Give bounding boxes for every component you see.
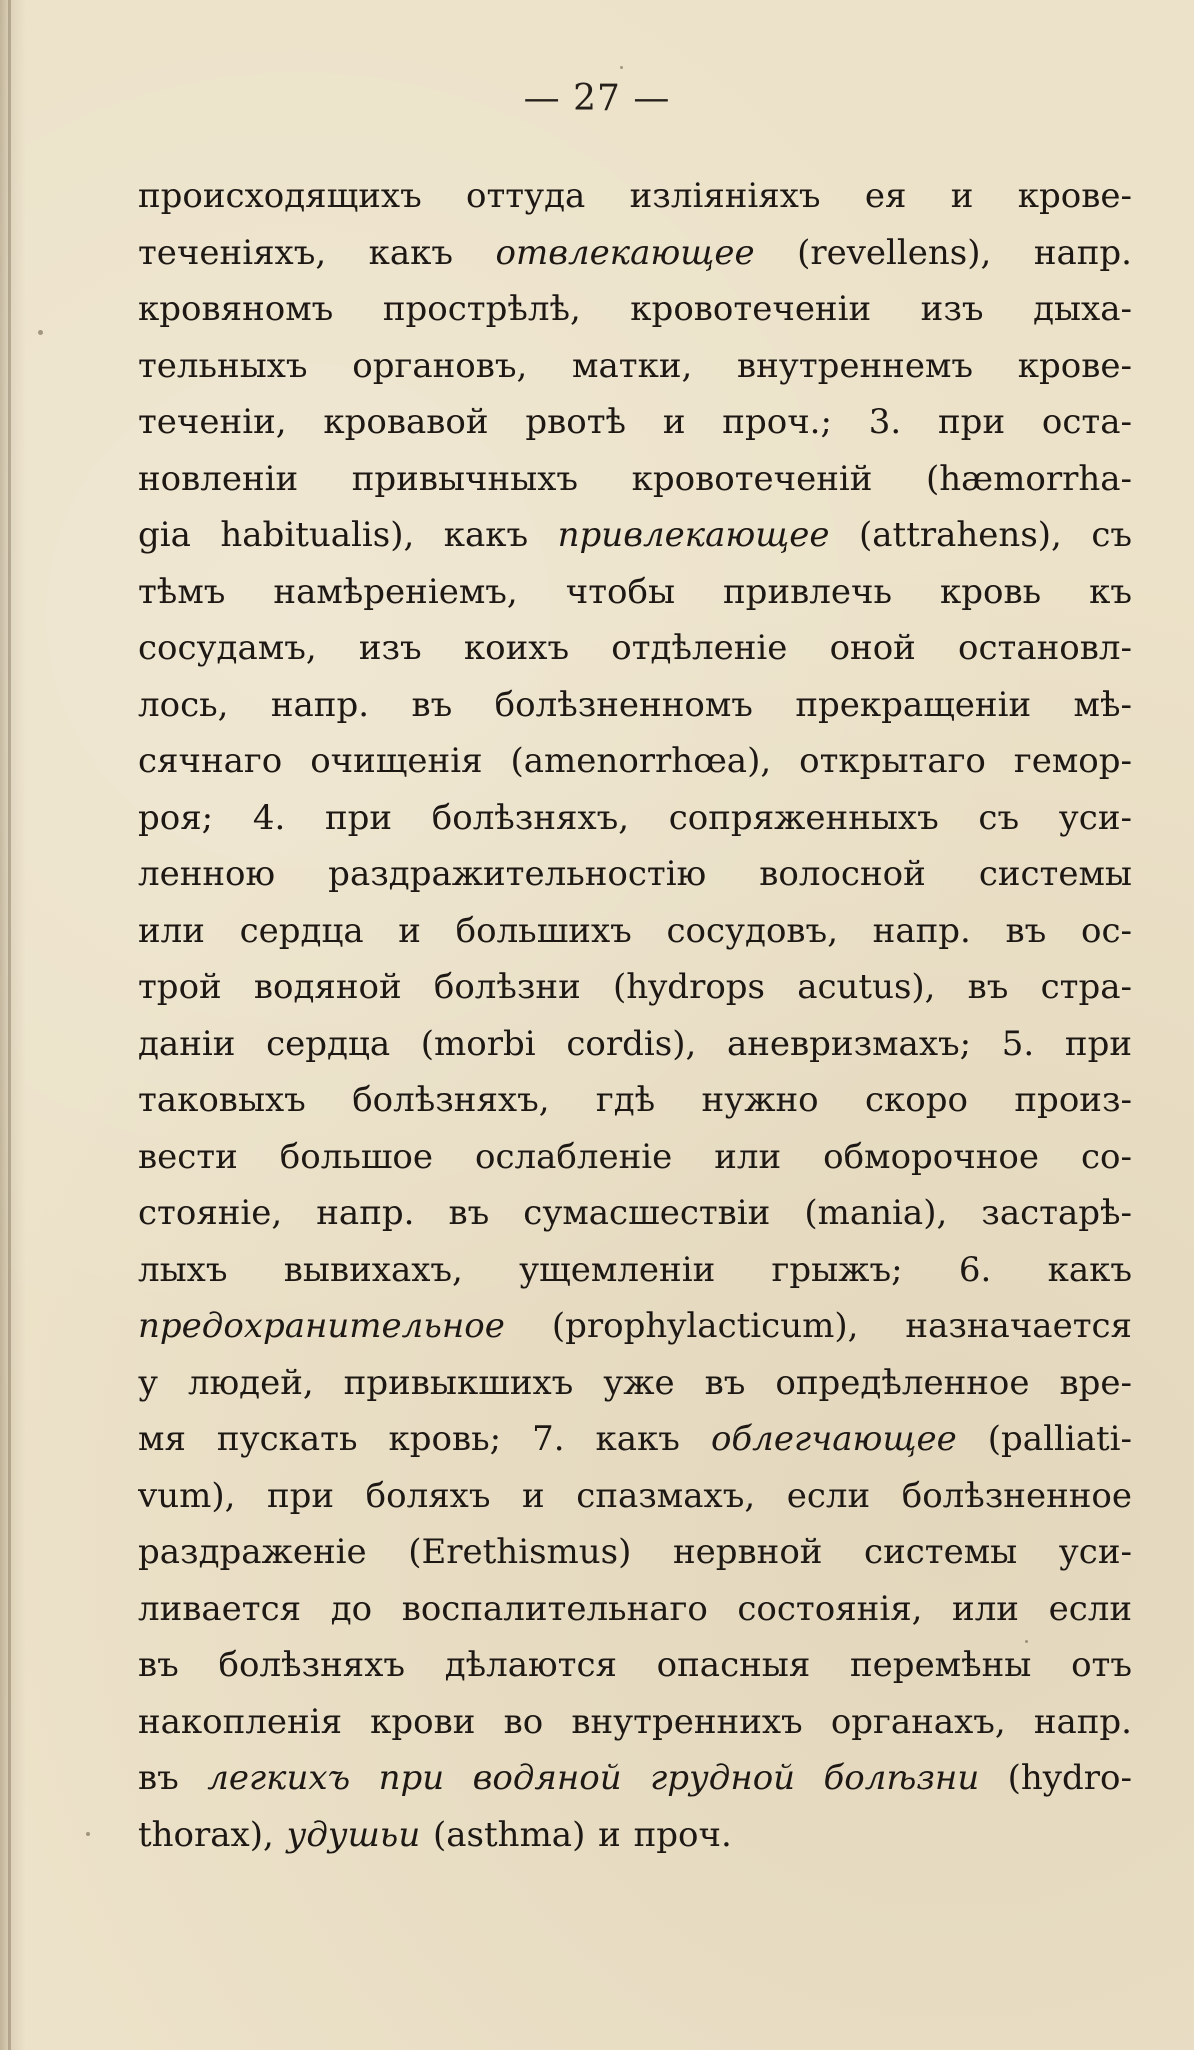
text-run: кровяномъ прострѣлѣ, кровотеченіи изъ дыха- bbox=[138, 289, 1132, 329]
text-run: (prophylacticum), назначается bbox=[504, 1306, 1132, 1346]
text-run: раздраженіе (Erethismus) нервной системы уси- bbox=[138, 1532, 1132, 1572]
text-line bbox=[138, 1750, 1132, 1807]
text-run: происходящихъ оттуда изліяніяхъ ея и крове- bbox=[138, 176, 1132, 216]
text-run: thorax), bbox=[138, 1814, 287, 1855]
text-line bbox=[138, 846, 1132, 903]
text-run: (revellens), напр. bbox=[754, 232, 1132, 273]
text-line bbox=[138, 1129, 1132, 1186]
text-line bbox=[138, 1637, 1132, 1694]
paper-speck bbox=[610, 1560, 614, 1564]
text-run: (palliati- bbox=[956, 1419, 1132, 1459]
text-run: ливается до воспалительнаго состоянія, или если bbox=[138, 1588, 1132, 1629]
text-line bbox=[138, 1524, 1132, 1581]
text-run: ленною раздражительностію волосной системы bbox=[138, 854, 1132, 894]
paper-speck bbox=[86, 1832, 90, 1836]
text-run: въ болѣзняхъ дѣлаются опасныя перемѣны отъ bbox=[138, 1645, 1132, 1685]
text-line bbox=[138, 1581, 1132, 1638]
text-run: въ bbox=[138, 1758, 208, 1798]
text-line bbox=[138, 281, 1132, 338]
text-run: стояніе, напр. въ сумасшествіи (mania), застарѣ- bbox=[138, 1193, 1132, 1233]
paper-speck bbox=[1025, 1640, 1028, 1643]
text-run: сосудамъ, изъ коихъ отдѣленіе оной остановл- bbox=[138, 628, 1132, 668]
text-line bbox=[138, 338, 1132, 395]
text-line bbox=[138, 1016, 1132, 1073]
text-line bbox=[138, 1411, 1132, 1468]
text-run: gia habitualis), какъ bbox=[138, 515, 558, 555]
text-line bbox=[138, 620, 1132, 677]
text-line bbox=[138, 1807, 1132, 1864]
text-line bbox=[138, 903, 1132, 960]
text-line bbox=[138, 1185, 1132, 1242]
text-run: лыхъ вывихахъ, ущемленіи грыжъ; 6. какъ bbox=[138, 1249, 1132, 1290]
text-line bbox=[138, 394, 1132, 451]
text-line bbox=[138, 225, 1132, 282]
paper-speck bbox=[38, 330, 43, 335]
text-run: у людей, привыкшихъ уже въ опредѣленное вре- bbox=[138, 1362, 1132, 1403]
text-run: теченіи, кровавой рвотѣ и проч.; 3. при оста- bbox=[138, 402, 1132, 442]
text-run: даніи сердца (morbi cordis), аневризмахъ; 5. при bbox=[138, 1023, 1132, 1064]
text-line bbox=[138, 1298, 1132, 1355]
page-gutter-edge bbox=[8, 0, 11, 2050]
italic-term: удушьи bbox=[286, 1814, 421, 1855]
text-run: теченіяхъ, какъ bbox=[138, 232, 496, 273]
text-line bbox=[138, 790, 1132, 847]
text-run: тѣмъ намѣреніемъ, чтобы привлечь кровь къ bbox=[138, 571, 1132, 612]
text-run: таковыхъ болѣзняхъ, гдѣ нужно скоро произ- bbox=[138, 1080, 1132, 1120]
italic-term: облегчающее bbox=[710, 1419, 957, 1459]
text-run: лось, напр. въ болѣзненномъ прекращеніи мѣ- bbox=[138, 684, 1132, 725]
text-line bbox=[138, 677, 1132, 734]
text-line bbox=[138, 1468, 1132, 1525]
text-line bbox=[138, 1072, 1132, 1129]
text-line bbox=[138, 1694, 1132, 1751]
text-line bbox=[138, 733, 1132, 790]
text-run: мя пускать кровь; 7. какъ bbox=[138, 1419, 711, 1459]
text-run: роя; 4. при болѣзняхъ, сопряженныхъ съ уси- bbox=[138, 797, 1132, 838]
text-run: вести большое ослабленіе или обморочное со- bbox=[138, 1136, 1132, 1177]
italic-term: отвлекающее bbox=[495, 232, 755, 273]
text-run: тельныхъ органовъ, матки, внутреннемъ крове- bbox=[138, 345, 1132, 386]
text-line bbox=[138, 959, 1132, 1016]
text-run: (attrahens), съ bbox=[829, 515, 1132, 555]
text-line bbox=[138, 451, 1132, 508]
text-run: vum), при боляхъ и спазмахъ, если болѣзненное bbox=[138, 1475, 1132, 1516]
italic-term: легкихъ при водяной грудной болѣзни bbox=[207, 1758, 980, 1798]
text-run: сячнаго очищенія (amenorrhœa), открытаго гемор- bbox=[138, 741, 1132, 781]
text-run: или сердца и большихъ сосудовъ, напр. въ ос- bbox=[138, 910, 1132, 951]
text-run: (hydro- bbox=[979, 1758, 1132, 1798]
text-run: накопленія крови во внутреннихъ органахъ, напр. bbox=[138, 1701, 1132, 1742]
text-run: (asthma) и проч. bbox=[420, 1814, 732, 1855]
italic-term: привлекающее bbox=[557, 515, 830, 555]
text-line bbox=[138, 168, 1132, 225]
text-run: новленіи привычныхъ кровотеченій (hæmorrha- bbox=[138, 458, 1132, 499]
text-line bbox=[138, 1242, 1132, 1299]
text-line bbox=[138, 564, 1132, 621]
page-number: — 27 — bbox=[523, 78, 671, 119]
italic-term: предохранительное bbox=[138, 1306, 505, 1346]
text-run: трой водяной болѣзни (hydrops acutus), въ стра- bbox=[138, 967, 1132, 1007]
text-line bbox=[138, 507, 1132, 564]
text-line bbox=[138, 1355, 1132, 1412]
paper-speck bbox=[620, 66, 623, 69]
body-text bbox=[138, 168, 1132, 1863]
